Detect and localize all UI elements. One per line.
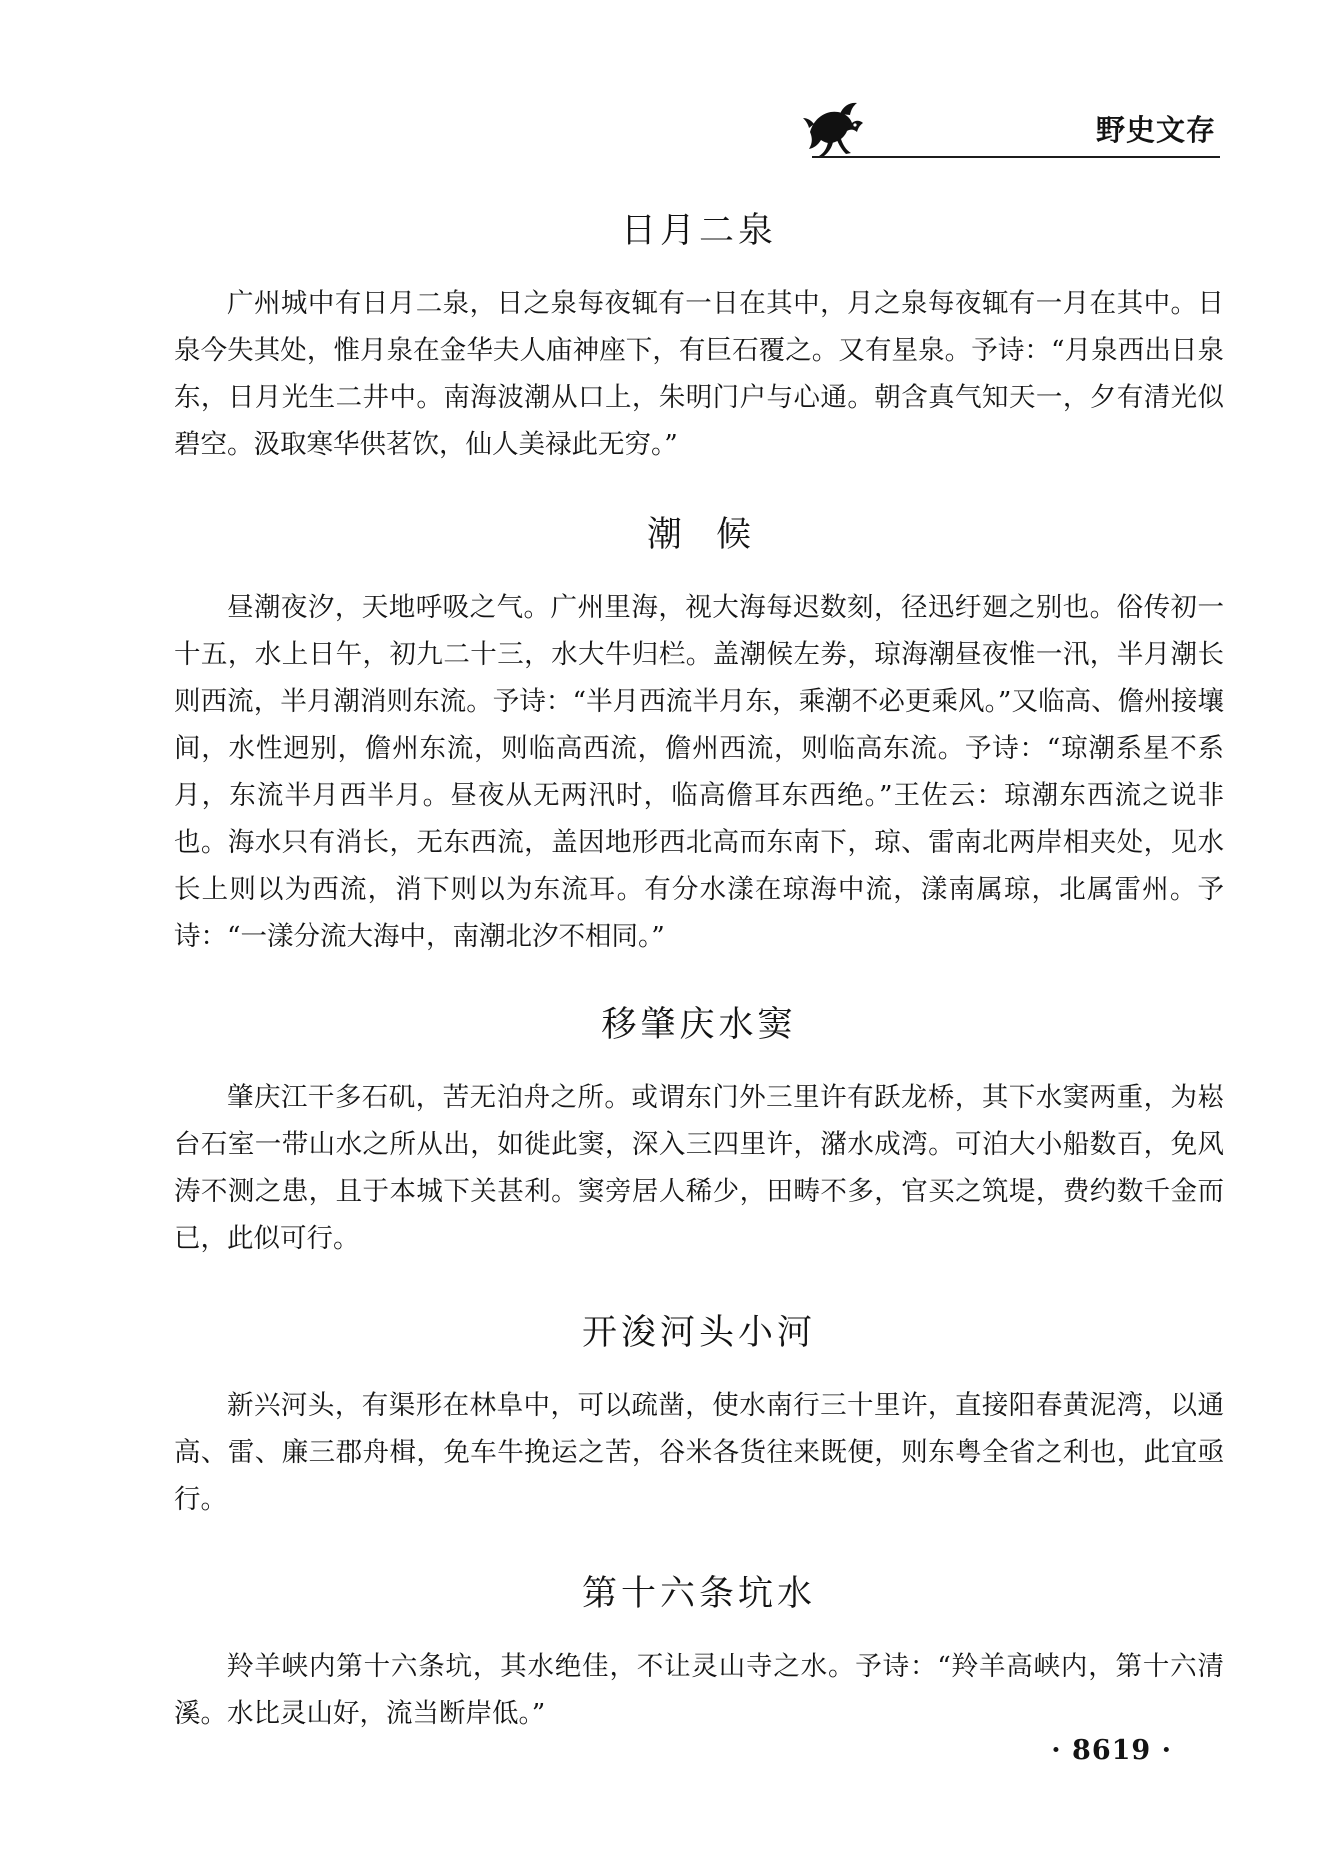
section-title: 开浚河头小河 [581,1313,816,1353]
section-title: 第十六条坑水 [581,1574,816,1614]
header-rule [812,156,1220,158]
section-body: 广州城中有日月二泉，日之泉每夜辄有一日在其中，月之泉每夜辄有一月在其中。日泉今失其处，惟月泉在金华夫人庙神座下，有巨石覆之。又有星泉。予诗：“月泉西出日泉东，日月光生二井中。南海波潮从口上，朱明门户与心通。朝含真气知天一，夕有清光似碧空。汲取寒华供茗饮，仙人美禄此无穷。” [174,288,1224,460]
section-tides [174,508,1224,960]
section-body: 新兴河头，有渠形在林阜中，可以疏凿，使水南行三十里许，直接阳春黄泥湾，以通高、雷、廉三郡舟楫，免车牛挽运之苦，谷米各货往来既便，则东粤全省之利也，此宜亟行。 [174,1390,1224,1515]
section-body: 肇庆江干多石矶，苦无泊舟之所。或谓东门外三里许有跃龙桥，其下水窦两重，为崧台石室一带山水之所从出，如徙此窦，深入三四里许，潴水成湾。可泊大小船数百，免风涛不测之患，且于本城下关甚利。窦旁居人稀少，田畴不多，官买之筑堤，费约数千金而已，此似可行。 [174,1082,1224,1254]
section-zhaoqing-sluice [174,998,1224,1262]
section-body: 昼潮夜汐，天地呼吸之气。广州里海，视大海每迟数刻，径迅纡廻之别也。俗传初一十五，水上日午，初九二十三，水大牛归栏。盖潮候左劵，琼海潮昼夜惟一汛，半月潮长则西流，半月潮消则东流。予诗：“半月西流半月东，乘潮不必更乘风。”又临高、儋州接壤间，水性迥别，儋州东流，则临高西流，儋州西流，则临高东流。予诗：“琼潮系星不系月，东流半月西半月。昼夜从无两汛时，临高儋耳东西绝。”王佐云：琼潮东西流之说非也。海水只有消长，无东西流，盖因地形西北高而东南下，琼、雷南北两岸相夹处，见水长上则以为西流，消下则以为东流耳。有分水漾在琼海中流，漾南属琼，北属雷州。予诗：“一漾分流大海中，南潮北汐不相同。” [174,592,1224,952]
section-title: 日月二泉 [620,211,777,251]
section-title: 潮候 [646,515,785,555]
section-sun-moon-springs [174,204,1224,468]
page-number: · 8619 · [1051,1735,1172,1766]
header-title: 野史文存 [1095,113,1216,147]
dragon-logo-icon [800,92,870,162]
page-content [174,204,1224,1737]
section-body: 羚羊峡内第十六条坑，其水绝佳，不让灵山寺之水。予诗：“羚羊高峡内，第十六清溪。水比灵山好，流当断岸低。” [174,1651,1224,1729]
section-sixteenth-stream [174,1567,1224,1737]
section-title: 移肇庆水窦 [601,1005,797,1045]
section-hetou-river [174,1306,1224,1523]
